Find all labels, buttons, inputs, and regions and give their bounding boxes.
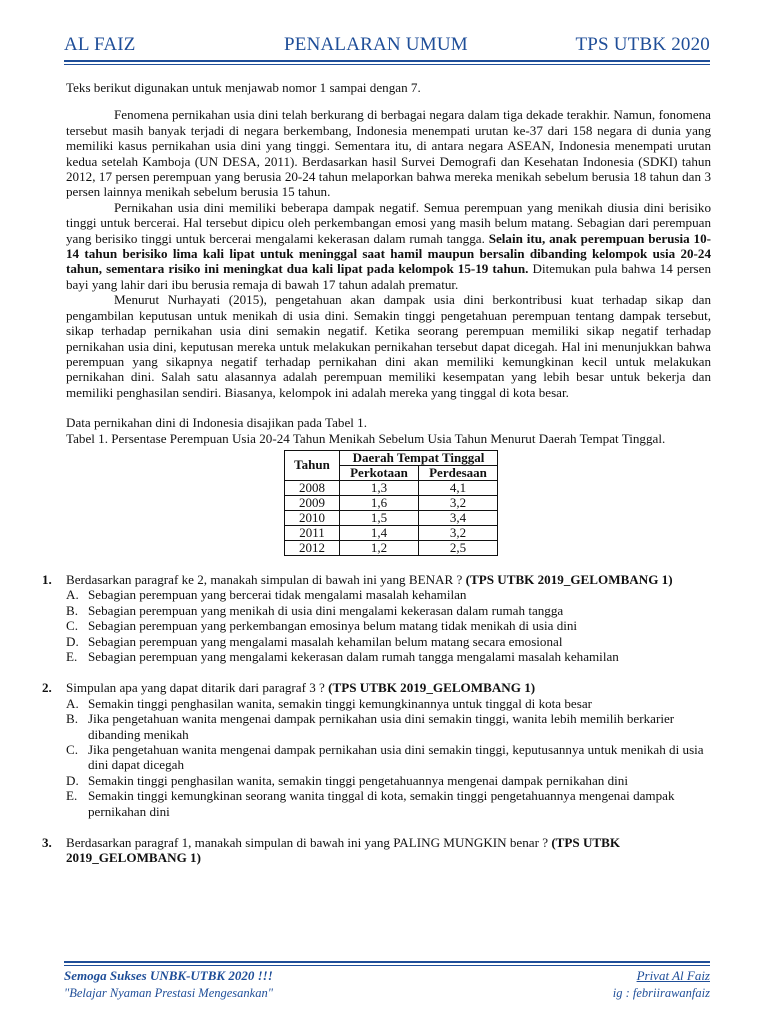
option-text: Sebagian perempuan yang mengalami masalah kehamilan belum matang secara emosional — [88, 633, 563, 649]
option-b[interactable] — [66, 603, 711, 618]
option-a[interactable] — [66, 587, 711, 602]
option-c[interactable] — [66, 742, 711, 773]
table-row — [285, 510, 498, 525]
paragraph-3: Menurut Nurhayati (2015), pengetahuan akan dampak usia dini berkontribusi kuat terhadap sikap dan pengambilan keputusan untuk menikah di usia dini. Semakin tinggi pengetahuan perempuan tentang dampak tersebut, sikap terhadap pernikahan usia dini semakin negatif. Ketika seorang perempuan memiliki sikap negatif terhadap pernikahan usia dini, keputusan mereka untuk melakukan pernikahan tersebut dapat dicegah. Hal ini menunjukkan bahwa perempuan yang sikapnya negatif terhadap pernikahan dini akan memiliki kemungkinan kecil untuk melakukan pernikahan dini. Salah satu alasannya adalah perempuan memiliki kesempatan yang lebih besar untuk bekerja dan memiliki penghasilan sendiri. Biasanya, kelompok ini adalah mereka yang tinggal di kota besar. — [66, 292, 711, 400]
option-letter: D. — [66, 772, 79, 788]
header-rule — [64, 60, 710, 62]
table-row — [285, 525, 498, 540]
table-caption: Tabel 1. Persentase Perempuan Usia 20-24 Tahun Menikah Sebelum Usia Tahun Menurut Daerah Tempat Tinggal. — [66, 430, 666, 446]
option-b[interactable] — [66, 711, 711, 742]
option-text: Semakin tinggi penghasilan wanita, semakin tinggi pengetahuannya mengenai dampak pernikahan dini — [88, 772, 628, 788]
option-list — [66, 587, 711, 664]
option-letter: E. — [66, 788, 78, 804]
option-text: Sebagian perempuan yang mengalami kekerasan dalam rumah tangga mengalami masalah kehamilan — [88, 648, 619, 664]
option-a[interactable] — [66, 696, 711, 711]
option-d[interactable] — [66, 773, 711, 788]
question-text — [66, 835, 711, 866]
option-letter: C. — [66, 742, 79, 757]
option-c[interactable] — [66, 618, 711, 633]
cell-urban: 1,3 — [340, 480, 419, 495]
cell-year: 2009 — [285, 495, 340, 510]
header-right: TPS UTBK 2020 — [575, 34, 710, 55]
table-row — [285, 480, 498, 495]
data-table — [284, 450, 498, 556]
table-header-urban: Perkotaan — [340, 465, 419, 480]
cell-urban: 1,2 — [340, 540, 419, 555]
question-2 — [42, 680, 711, 819]
option-text: Semakin tinggi kemungkinan seorang wanita tinggal di kota, semakin tinggi pengetahuannya mengenai dampak pernikahan dini — [88, 788, 675, 819]
option-text: Sebagian perempuan yang perkembangan emosinya belum matang tidak menikah di usia dini — [88, 618, 578, 634]
cell-rural: 3,2 — [419, 525, 498, 540]
option-letter: E. — [66, 648, 78, 664]
option-text: Sebagian perempuan yang bercerai tidak mengalami masalah kehamilan — [88, 587, 467, 603]
footer-rule — [64, 961, 710, 963]
cell-rural: 3,2 — [419, 495, 498, 510]
question-1 — [42, 571, 711, 664]
option-letter: A. — [66, 587, 79, 603]
question-3 — [42, 835, 711, 866]
cell-rural: 4,1 — [419, 480, 498, 495]
option-letter: B. — [66, 711, 79, 727]
question-stem: Simpulan apa yang dapat ditarik dari paragraf 3 ? — [66, 680, 329, 696]
option-d[interactable] — [66, 634, 711, 649]
paragraph-2-bold: Selain itu, anak perempuan berusia 10-14 tahun berisiko lima kali lipat untuk meninggal saat hamil maupun bersalin dibanding kelompok usia 20-24 tahun, sementara risiko ini meningkat dua kali lipat pada kelompok 15-19 tahun. — [66, 230, 711, 277]
table-header-year: Tahun — [285, 450, 340, 480]
option-text: Jika pengetahuan wanita mengenai dampak pernikahan usia dini semakin tinggi, wanita lebih memilih berkarier dibanding menikah — [88, 711, 675, 742]
option-letter: C. — [66, 618, 79, 634]
table-header-rural: Perdesaan — [419, 465, 498, 480]
table-row — [285, 495, 498, 510]
document-body — [42, 80, 712, 866]
footer-instagram: ig : febriirawanfaiz — [612, 986, 710, 1000]
cell-year: 2008 — [285, 480, 340, 495]
paragraph-2 — [66, 200, 711, 292]
header-center: PENALARAN UMUM — [284, 34, 468, 55]
option-list — [66, 696, 711, 819]
intro-text: Teks berikut digunakan untuk menjawab nomor 1 sampai dengan 7. — [66, 80, 421, 95]
table-intro: Data pernikahan dini di Indonesia disajikan pada Tabel 1. — [66, 415, 367, 431]
option-e[interactable] — [66, 649, 711, 664]
paragraph-2-part-a: Pernikahan usia dini memiliki beberapa dampak negatif. Semua perempuan yang menikah diusia dini berisiko tinggi untuk bercerai. Hal tersebut dipicu oleh perkembangan emosi yang masih belum matang. Sebagian dari perempuan yang berisiko tinggi untuk bercerai mengalami kekerasan dalam rumah tangga. — [66, 199, 711, 246]
paragraph-1: Fenomena pernikahan usia dini telah berkurang di berbagai negara dalam tiga dekade terakhir. Namun, fonomena tersebut masih banyak terjadi di negara berkembang, Indonesia menempati urutan ke-37 dari 158 negara di dunia yang memiliki kasus pernikahan usia dini yang tinggi. Sementara itu, di antara negara ASEAN, Indonesia menempati urutan kedua setelah Kamboja (UN DESA, 2011). Berdasarkan hasil Survei Demografi dan Kesehatan Indonesia (SDKI) tahun 2012, 17 persen perempuan yang berusia 20-24 tahun melaporkan bahwa mereka menikah sebelum berusia 18 tahun dan 3 persen lainnya menikah sebelum berusia 15 tahun. — [66, 107, 711, 200]
question-number: 2. — [42, 680, 52, 696]
question-source: (TPS UTBK 2019_GELOMBANG 1) — [328, 680, 536, 696]
question-text — [66, 572, 711, 587]
footer-slogan: Semoga Sukses UNBK-UTBK 2020 !!! — [64, 968, 273, 983]
question-source: (TPS UTBK 2019_GELOMBANG 1) — [465, 571, 673, 587]
option-text: Semakin tinggi penghasilan wanita, semakin tinggi kemungkinannya untuk tinggal di kota besar — [88, 695, 593, 711]
cell-urban: 1,6 — [340, 495, 419, 510]
question-source: (TPS UTBK 2019_GELOMBANG 1) — [66, 835, 621, 866]
header-rule-thin — [64, 64, 710, 65]
question-text — [66, 680, 711, 695]
footer-motto: "Belajar Nyaman Prestasi Mengesankan" — [64, 986, 273, 1000]
paragraph-2-part-b: Ditemukan pula bahwa 14 persen bayi yang lahir dari ibu berusia remaja di bawah 17 tahun adalah prematur. — [66, 261, 712, 292]
cell-urban: 1,4 — [340, 525, 419, 540]
question-stem: Berdasarkan paragraf ke 2, manakah simpulan di bawah ini yang BENAR ? — [66, 571, 466, 587]
cell-year: 2010 — [285, 510, 340, 525]
option-text: Sebagian perempuan yang menikah di usia dini mengalami kekerasan dalam rumah tangga — [88, 602, 564, 618]
option-letter: A. — [66, 695, 79, 711]
table-header-group: Daerah Tempat Tinggal — [340, 450, 498, 465]
question-number: 3. — [42, 835, 52, 851]
option-letter: B. — [66, 602, 79, 618]
cell-urban: 1,5 — [340, 510, 419, 525]
cell-year: 2011 — [285, 525, 340, 540]
header-left: AL FAIZ — [64, 34, 136, 55]
cell-rural: 3,4 — [419, 510, 498, 525]
option-e[interactable] — [66, 788, 711, 819]
cell-year: 2012 — [285, 540, 340, 555]
page-header — [64, 34, 710, 60]
option-text: Jika pengetahuan wanita mengenai dampak pernikahan usia dini semakin tinggi, keputusannya untuk menikah di usia dini dapat dicegah — [88, 742, 704, 773]
footer-rule-thin — [64, 965, 710, 966]
question-stem: Berdasarkan paragraf 1, manakah simpulan di bawah ini yang PALING MUNGKIN benar ? — [66, 835, 552, 851]
footer-brand-link[interactable]: Privat Al Faiz — [636, 968, 710, 983]
question-number: 1. — [42, 571, 52, 587]
option-letter: D. — [66, 633, 79, 649]
cell-rural: 2,5 — [419, 540, 498, 555]
table-row — [285, 540, 498, 555]
